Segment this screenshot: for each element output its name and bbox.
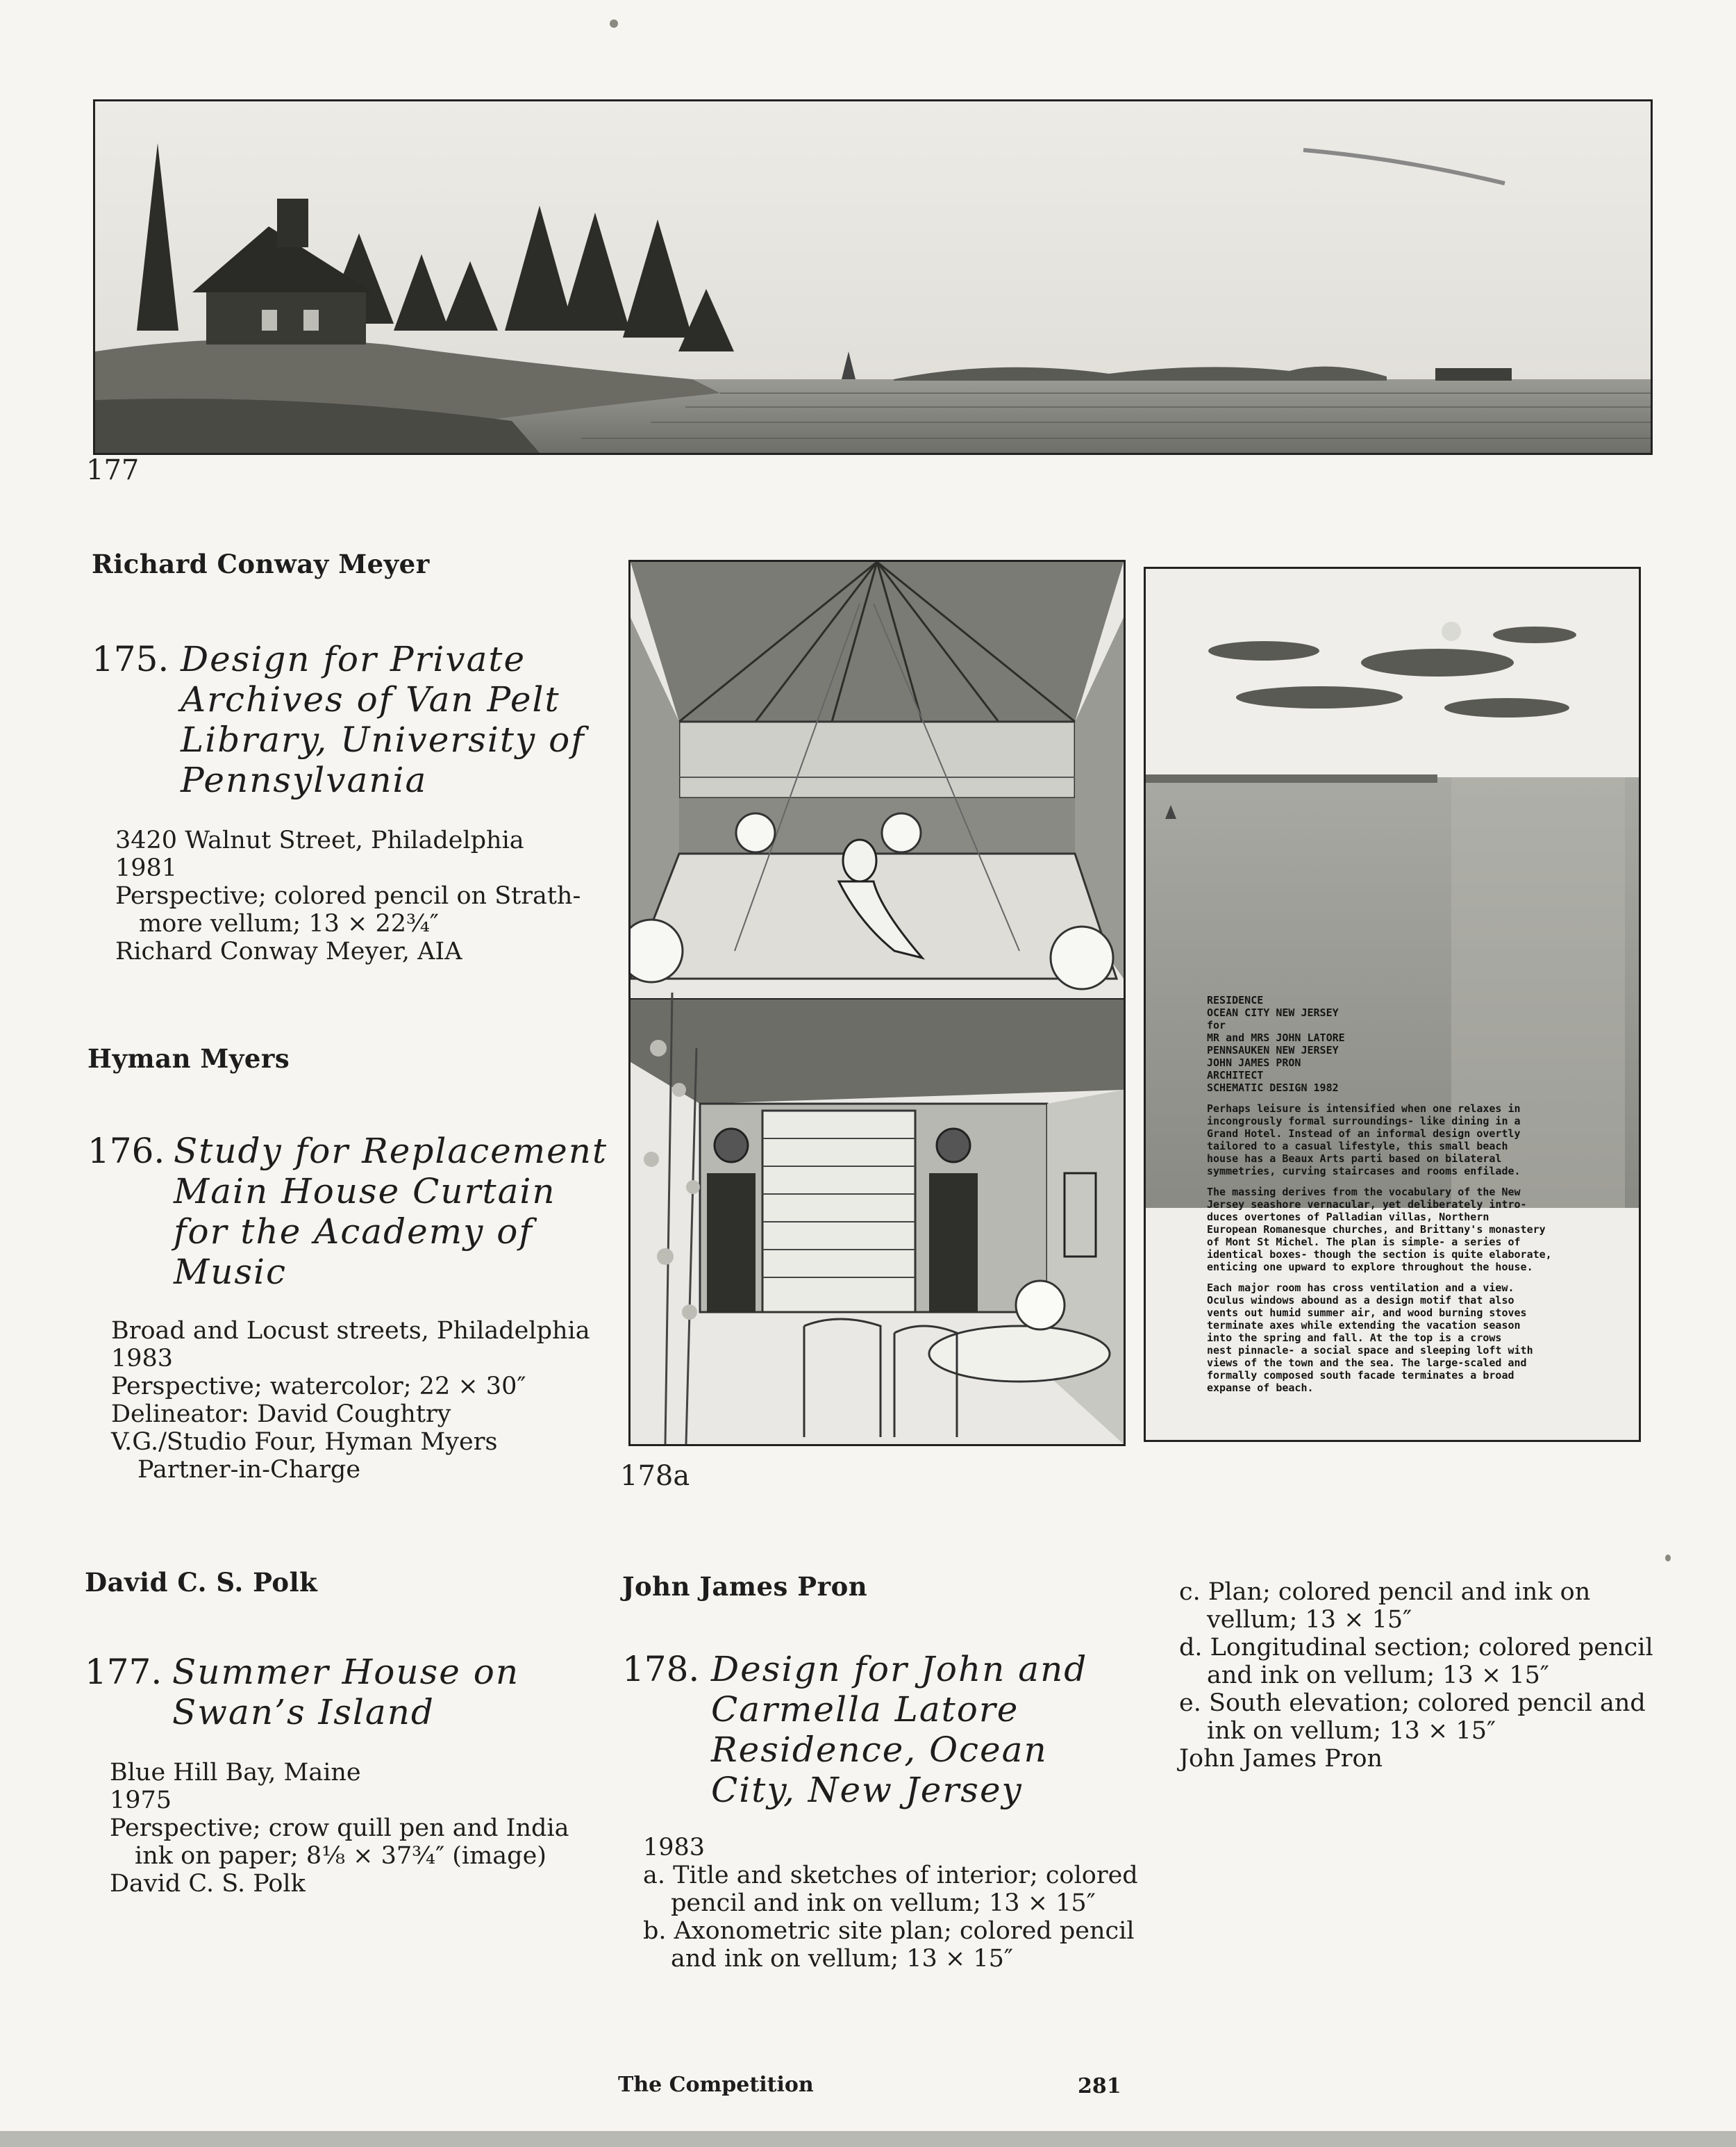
entry-title: Study for Replacement Main House Curtain for the Academy of Music [174,1131,608,1292]
title-sheet-line: identical boxes- though the section is quite elaborate, [1207,1248,1552,1261]
title-sheet-line: PENNSAUKEN NEW JERSEY [1207,1044,1339,1056]
title-sheet-text [1207,994,1552,1394]
title-sheet-line: into the spring and fall. At the top is a crows [1207,1332,1502,1344]
artist-name: Richard Conway Meyer [92,549,430,579]
title-sheet-header [1207,994,1552,1094]
entry-title: Design for Private Archives of Van Pelt Library, University of Pennsylvania [181,639,585,800]
paper-speck [1665,1555,1671,1561]
title-sheet-line: Perhaps leisure is intensified when one relaxes in [1207,1102,1521,1115]
title-sheet-line: nest pinnacle- a social space and sleeping loft with [1207,1344,1533,1357]
entry-177 [85,1652,571,1742]
entry-176-details: Broad and Locust streets, Philadelphia 1983 Perspective; watercolor; 22 × 30″ Delineator: David Coughtry V.G./Studio Four, Hyman Myers Partner-in-Charge [111,1317,590,1484]
footer-section-title: The Competition [618,2073,814,2097]
entry-number: 178. [622,1649,700,1689]
title-sheet-line: RESIDENCE [1207,994,1264,1006]
title-sheet-line: enticing one upward to explore throughout the house. [1207,1261,1533,1273]
title-sheet-line: duces overtones of Palladian villas, Northern [1207,1211,1489,1223]
entry-176 [87,1131,608,1298]
title-sheet-paragraph-2 [1207,1186,1552,1273]
figure-178-title-sheet [1144,567,1641,1442]
paper-speck [610,19,618,28]
title-sheet-line: The massing derives from the vocabulary of the New [1207,1186,1521,1198]
entry-178-details: 1983 a. Title and sketches of interior; colored pencil and ink on vellum; 13 × 15″ b. Axonometric site plan; colored pencil and ink on vellum; 13 × 15″ [643,1834,1138,1973]
entry-178 [622,1649,1136,1816]
title-sheet-line: house has a Beaux Arts parti based on bilateral [1207,1152,1502,1165]
figure-177-summer-house-drawing [93,99,1653,455]
artist-name: David C. S. Polk [85,1567,318,1598]
title-sheet-line: MR and MRS JOHN LATORE [1207,1031,1345,1044]
entry-177-details: Blue Hill Bay, Maine 1975 Perspective; crow quill pen and India ink on paper; 8⅛ × 37¾″ (image) David C. S. Polk [110,1759,569,1898]
title-sheet-line: Oculus windows abound as a design motif that also [1207,1294,1514,1307]
title-sheet-line: Each major room has cross ventilation and a view. [1207,1282,1514,1294]
title-sheet-line: views of the town and the sea. The large-scaled and [1207,1357,1527,1369]
entry-title: Design for John and Carmella Latore Residence, Ocean City, New Jersey [711,1649,1088,1810]
title-sheet-line: JOHN JAMES PRON [1207,1056,1301,1069]
title-sheet-line: for [1207,1019,1226,1031]
title-sheet-line: terminate axes while extending the vacation season [1207,1319,1521,1332]
entry-number: 176. [87,1131,165,1171]
artist-name: John James Pron [622,1571,868,1602]
page-number: 281 [1078,2074,1121,2098]
figure-178a-interior-sketches [628,560,1126,1446]
title-sheet-line: vents out humid summer air, and wood burning stoves [1207,1307,1527,1319]
artist-name: Hyman Myers [87,1043,290,1074]
interior-sketches-illustration [631,562,1124,1444]
title-sheet-line: OCEAN CITY NEW JERSEY [1207,1006,1339,1019]
landscape-illustration [95,101,1651,453]
title-sheet-line: of Mont St Michel. The plan is simple- a series of [1207,1236,1521,1248]
title-sheet-line: expanse of beach. [1207,1382,1314,1394]
title-sheet-paragraph-3 [1207,1282,1552,1394]
title-sheet-line: European Romanesque churches, and Brittany's monastery [1207,1223,1546,1236]
figure-177-label: 177 [86,454,140,486]
title-sheet-line: tailored to a casual lifestyle, this small beach [1207,1140,1508,1152]
entry-title: Summer House on Swan’s Island [172,1652,520,1732]
entry-178-details-continued: c. Plan; colored pencil and ink on vellum; 13 × 15″ d. Longitudinal section; colored pencil and ink on vellum; 13 × 15″ e. South elevation; colored pencil and ink on vellum; 13 × 15″ John James Pron [1179,1578,1653,1773]
entry-number: 177. [85,1652,162,1692]
entry-175-details: 3420 Walnut Street, Philadelphia 1981 Perspective; colored pencil on Strath- more vellum; 13 × 22¾″ Richard Conway Meyer, AIA [115,827,581,965]
entry-number: 175. [92,639,169,679]
title-sheet-paragraph-1 [1207,1102,1552,1177]
title-sheet-line: symmetries, curving staircases and rooms enfilade. [1207,1165,1521,1177]
title-sheet-line: Grand Hotel. Instead of an informal design overtly [1207,1127,1521,1140]
title-sheet-line: Jersey seashore vernacular, yet deliberately intro- [1207,1198,1527,1211]
title-sheet-line: incongrously formal surroundings- like dining in a [1207,1115,1521,1127]
figure-178a-label: 178a [620,1460,690,1492]
title-sheet-line: ARCHITECT [1207,1069,1264,1081]
entry-175 [92,639,592,806]
title-sheet-line: formally composed south facade terminates a broad [1207,1369,1514,1382]
bottom-edge-shadow [0,2131,1736,2147]
title-sheet-line: SCHEMATIC DESIGN 1982 [1207,1081,1339,1094]
